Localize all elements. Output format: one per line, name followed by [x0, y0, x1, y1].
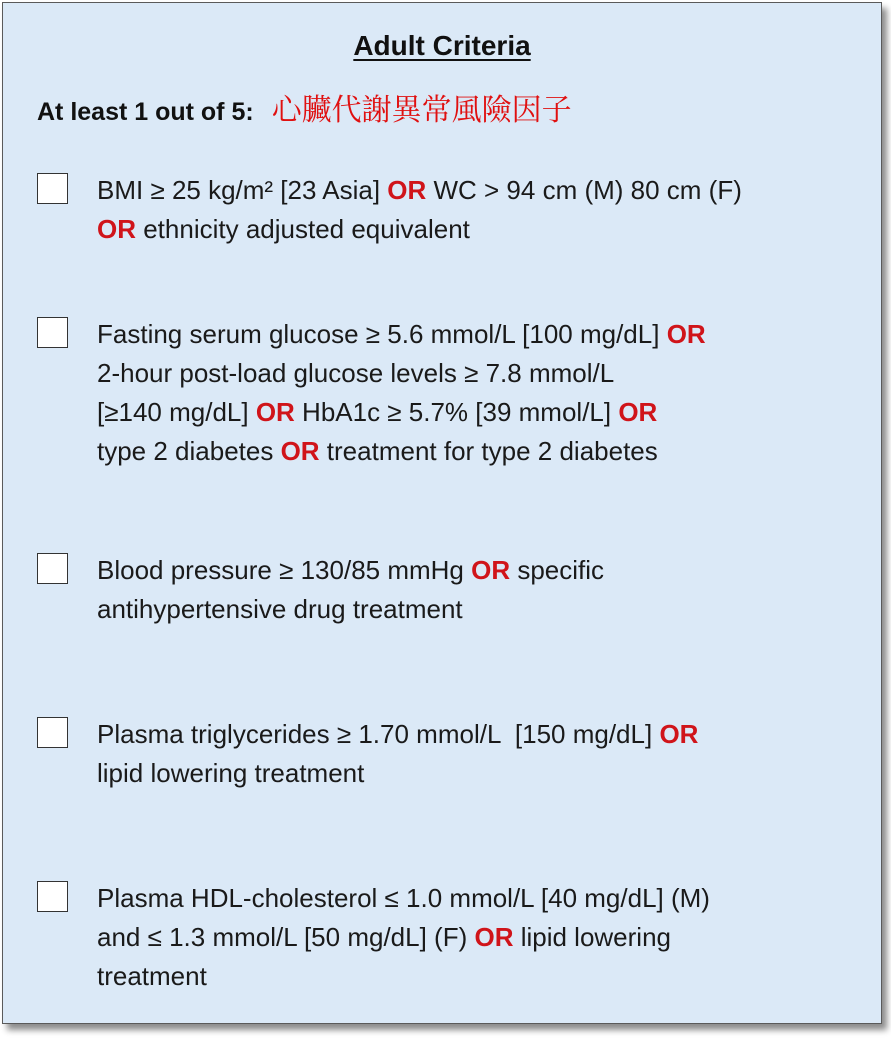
criteria-subheading: [37, 91, 572, 132]
criterion-line: 2-hour post-load glucose levels ≥ 7.8 mmol/L: [97, 358, 615, 388]
or-keyword: OR: [666, 319, 706, 349]
or-keyword: OR: [255, 397, 295, 427]
checkbox-hdl-cholesterol[interactable]: [37, 881, 68, 912]
criterion-text: [97, 171, 857, 249]
criterion-line: antihypertensive drug treatment: [97, 594, 463, 624]
or-keyword: OR: [471, 555, 511, 585]
or-keyword: OR: [97, 214, 136, 244]
criterion-line: Plasma triglycerides ≥ 1.70 mmol/L [150 mg/dL] OR: [97, 719, 699, 749]
or-keyword: OR: [474, 922, 514, 952]
or-keyword: OR: [659, 719, 699, 749]
or-keyword: OR: [280, 436, 320, 466]
criterion-text: [97, 879, 857, 996]
adult-criteria-card: [2, 2, 882, 1024]
criterion-text: [97, 551, 857, 629]
or-keyword: OR: [618, 397, 658, 427]
criterion-line: Blood pressure ≥ 130/85 mmHg OR specific: [97, 555, 605, 585]
criterion-line: BMI ≥ 25 kg/m² [23 Asia] OR WC > 94 cm (M) 80 cm (F): [97, 175, 742, 205]
checkbox-blood-pressure[interactable]: [37, 553, 68, 584]
criterion-line: treatment: [97, 961, 207, 991]
criterion-line: Fasting serum glucose ≥ 5.6 mmol/L [100 mg/dL] OR: [97, 319, 706, 349]
or-keyword: OR: [387, 175, 427, 205]
criterion-line: type 2 diabetes OR treatment for type 2 diabetes: [97, 436, 658, 466]
criterion-line: OR ethnicity adjusted equivalent: [97, 214, 470, 244]
criterion-line: [≥140 mg/dL] OR HbA1c ≥ 5.7% [39 mmol/L] OR: [97, 397, 658, 427]
checkbox-glucose[interactable]: [37, 317, 68, 348]
page-title: [3, 29, 881, 63]
checkbox-bmi[interactable]: [37, 173, 68, 204]
criterion-text: [97, 315, 857, 471]
criterion-text: [97, 715, 857, 793]
criterion-line: lipid lowering treatment: [97, 758, 365, 788]
subheading-lead: At least 1 out of 5:: [37, 98, 254, 126]
title-text: Adult Criteria: [353, 30, 531, 61]
checkbox-triglycerides[interactable]: [37, 717, 68, 748]
criterion-line: Plasma HDL-cholesterol ≤ 1.0 mmol/L [40 mg/dL] (M): [97, 883, 710, 913]
criterion-line: and ≤ 1.3 mmol/L [50 mg/dL] (F) OR lipid lowering: [97, 922, 671, 952]
subheading-chinese: 心臟代謝異常風險因子: [271, 93, 572, 128]
